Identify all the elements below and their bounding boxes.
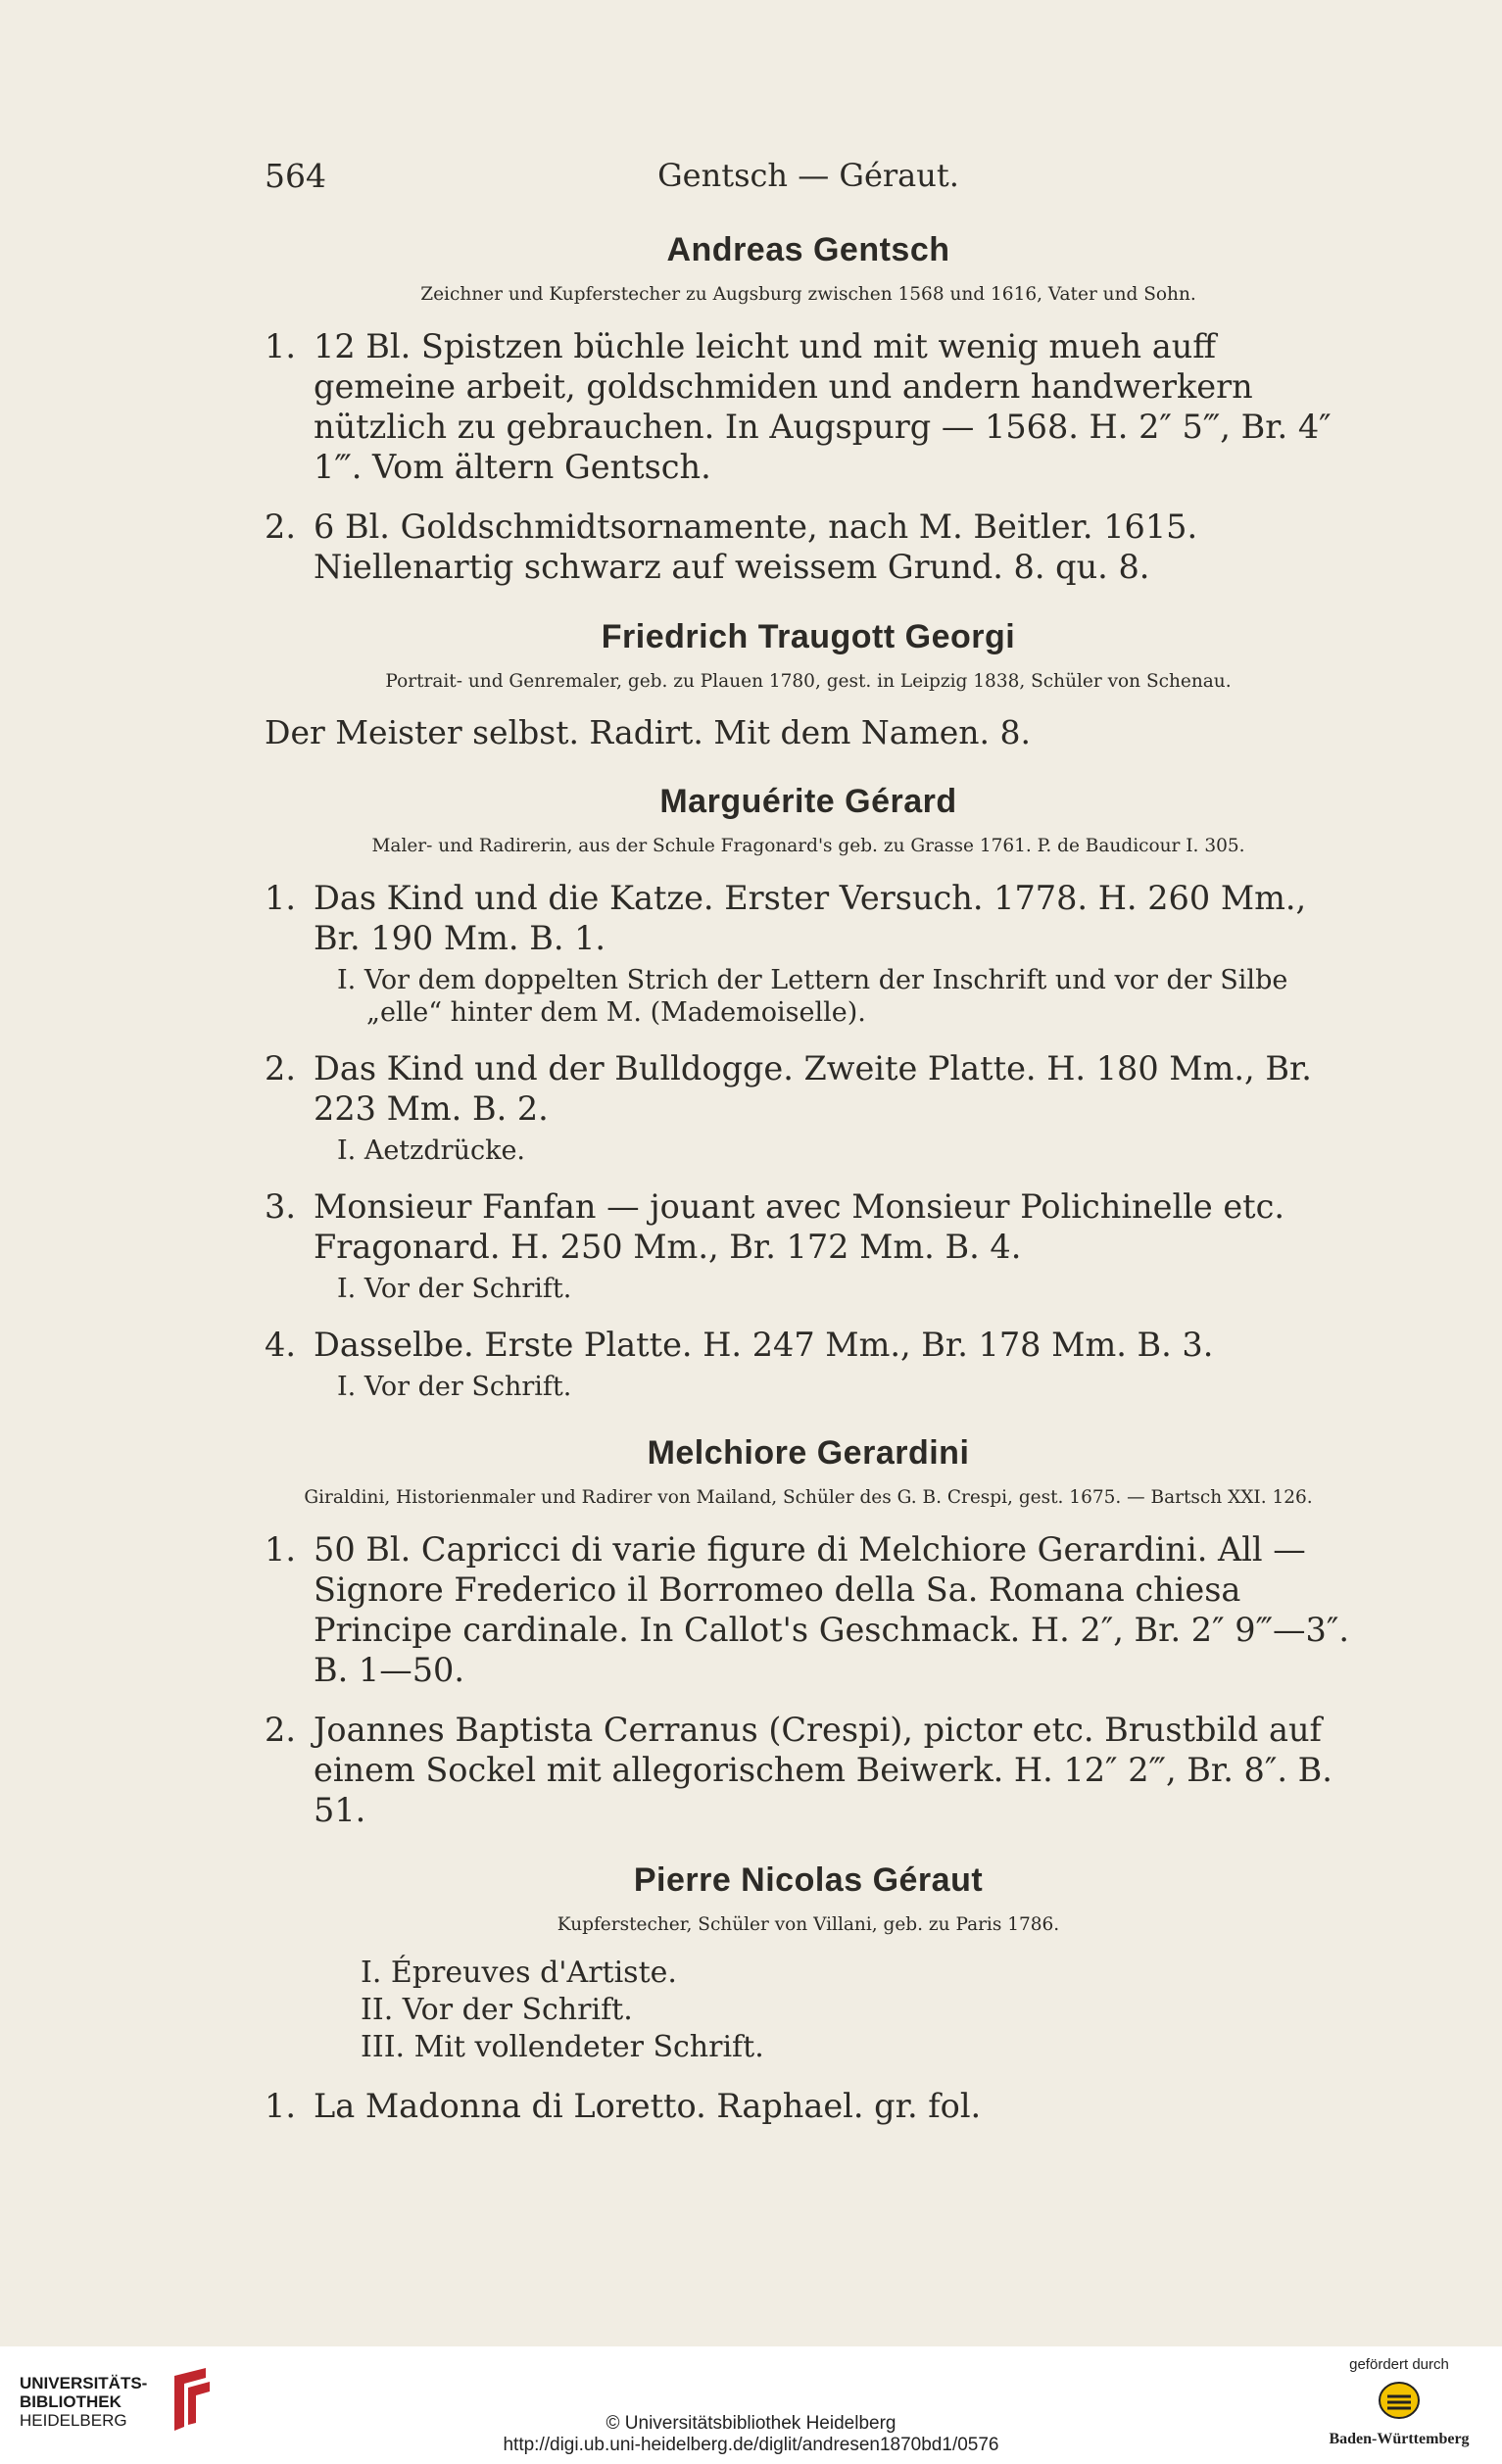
print-state: I. Vor dem doppelten Strich der Lettern der Inschrift und vor der Silbe „elle“ hinter dem M. (Mademoiselle). xyxy=(337,965,1288,1028)
catalog-entry xyxy=(265,878,1352,958)
funded-by-label: gefördert durch xyxy=(1349,2356,1449,2373)
entry-text: Das Kind und die Katze. Erster Versuch. 1778. H. 260 Mm., Br. 190 Mm. B. 1. xyxy=(314,879,1307,957)
footer xyxy=(0,2346,1502,2464)
artist-bio: Giraldini, Historienmaler und Radirer von Mailand, Schüler des G. B. Crespi, gest. 1675. — Bartsch XXI. 126. xyxy=(304,1487,1313,1508)
artist-heading: Pierre Nicolas Géraut xyxy=(633,1861,984,1899)
entry-text: Joannes Baptista Cerranus (Crespi), pictor etc. Brustbild auf einem Sockel mit allegorischem Beiwerk. H. 12″ 2‴, Br. 8″. B. 51. xyxy=(314,1711,1332,1829)
artist-heading: Friedrich Traugott Georgi xyxy=(601,618,1016,655)
catalog-entry xyxy=(265,1710,1352,1830)
catalog-entry: Der Meister selbst. Radirt. Mit dem Namen. 8. xyxy=(265,713,1032,751)
entry-number: 1. xyxy=(265,2087,296,2125)
page-number: 564 xyxy=(265,157,326,195)
copyright-text: © Universitätsbibliothek Heidelberg xyxy=(606,2413,896,2434)
catalog-entry xyxy=(265,1529,1352,1690)
catalog-entry xyxy=(265,1325,1352,1365)
print-state: I. Vor der Schrift. xyxy=(337,1372,572,1402)
entry-text: La Madonna di Loretto. Raphael. gr. fol. xyxy=(314,2087,982,2125)
catalog-entry xyxy=(265,507,1352,587)
entry-text: Monsieur Fanfan — jouant avec Monsieur Polichinelle etc. Fragonard. H. 250 Mm., Br. 172 Mm. B. 4. xyxy=(314,1187,1285,1266)
artist-heading: Andreas Gentsch xyxy=(666,231,950,268)
catalog-entry xyxy=(265,326,1352,487)
running-header xyxy=(265,157,1352,196)
copyright-block xyxy=(0,2413,1502,2456)
entry-number: 1. xyxy=(265,879,296,917)
state-item: II. Vor der Schrift. xyxy=(361,1993,633,2027)
library-name-line2: BIBLIOTHEK xyxy=(20,2392,121,2411)
catalog-entry xyxy=(265,1186,1352,1267)
artist-bio: Kupferstecher, Schüler von Villani, geb. zu Paris 1786. xyxy=(557,1914,1060,1935)
artist-heading: Melchiore Gerardini xyxy=(647,1434,970,1472)
catalog-entry xyxy=(265,2086,1352,2126)
entry-number: 4. xyxy=(265,1326,296,1364)
entry-text: Das Kind und der Bulldogge. Zweite Platte. H. 180 Mm., Br. 223 Mm. B. 2. xyxy=(314,1049,1312,1128)
entry-text: 12 Bl. Spistzen büchle leicht und mit wenig mueh auff gemeine arbeit, goldschmiden und andern handwerkern nützlich zu gebrauchen. In Augspurg — 1568. H. 2″ 5‴, Br. 4″ 1‴. Vom ältern Gentsch. xyxy=(314,327,1332,486)
library-name-line3: HEIDELBERG xyxy=(20,2411,127,2430)
entry-number: 2. xyxy=(265,1049,296,1087)
library-name-line1: UNIVERSITÄTS- xyxy=(20,2374,148,2392)
entry-number: 2. xyxy=(265,1711,296,1749)
state-item: III. Mit vollendeter Schrift. xyxy=(361,2030,764,2064)
state-item: I. Épreuves d'Artiste. xyxy=(361,1956,677,1990)
print-state: I. Aetzdrücke. xyxy=(337,1135,526,1166)
funder-block xyxy=(1316,2356,1482,2448)
entry-number: 3. xyxy=(265,1187,296,1226)
permalink[interactable]: http://digi.ub.uni-heidelberg.de/diglit/andresen1870bd1/0576 xyxy=(503,2435,999,2455)
catalog-entry xyxy=(265,1048,1352,1129)
running-title: Gentsch — Géraut. xyxy=(657,157,959,194)
print-state: I. Vor der Schrift. xyxy=(337,1274,572,1304)
entry-text: 6 Bl. Goldschmidtsornamente, nach M. Beitler. 1615. Niellenartig schwarz auf weissem Grund. 8. qu. 8. xyxy=(314,507,1198,586)
entry-number: 1. xyxy=(265,1530,296,1569)
artist-bio: Portrait- und Genremaler, geb. zu Plauen 1780, gest. in Leipzig 1838, Schüler von Schenau. xyxy=(385,671,1232,692)
states-list xyxy=(265,1955,1352,2066)
state-coat-of-arms-icon xyxy=(1378,2379,1421,2422)
funder-name: Baden-Württemberg xyxy=(1329,2431,1470,2447)
artist-bio: Zeichner und Kupferstecher zu Augsburg zwischen 1568 und 1616, Vater und Sohn. xyxy=(420,284,1196,305)
entry-text: Dasselbe. Erste Platte. H. 247 Mm., Br. 178 Mm. B. 3. xyxy=(314,1326,1214,1364)
page-body xyxy=(265,225,1352,2126)
entry-text: 50 Bl. Capricci di varie figure di Melchiore Gerardini. All — Signore Frederico il Borromeo della Sa. Romana chiesa Principe cardinale. In Callot's Geschmack. H. 2″, Br. 2″ 9‴—3″. B. 1—50. xyxy=(314,1530,1349,1689)
entry-number: 2. xyxy=(265,507,296,546)
artist-heading: Marguérite Gérard xyxy=(659,783,957,820)
entry-number: 1. xyxy=(265,327,296,365)
artist-bio: Maler- und Radirerin, aus der Schule Fragonard's geb. zu Grasse 1761. P. de Baudicour I. 305. xyxy=(371,836,1245,856)
